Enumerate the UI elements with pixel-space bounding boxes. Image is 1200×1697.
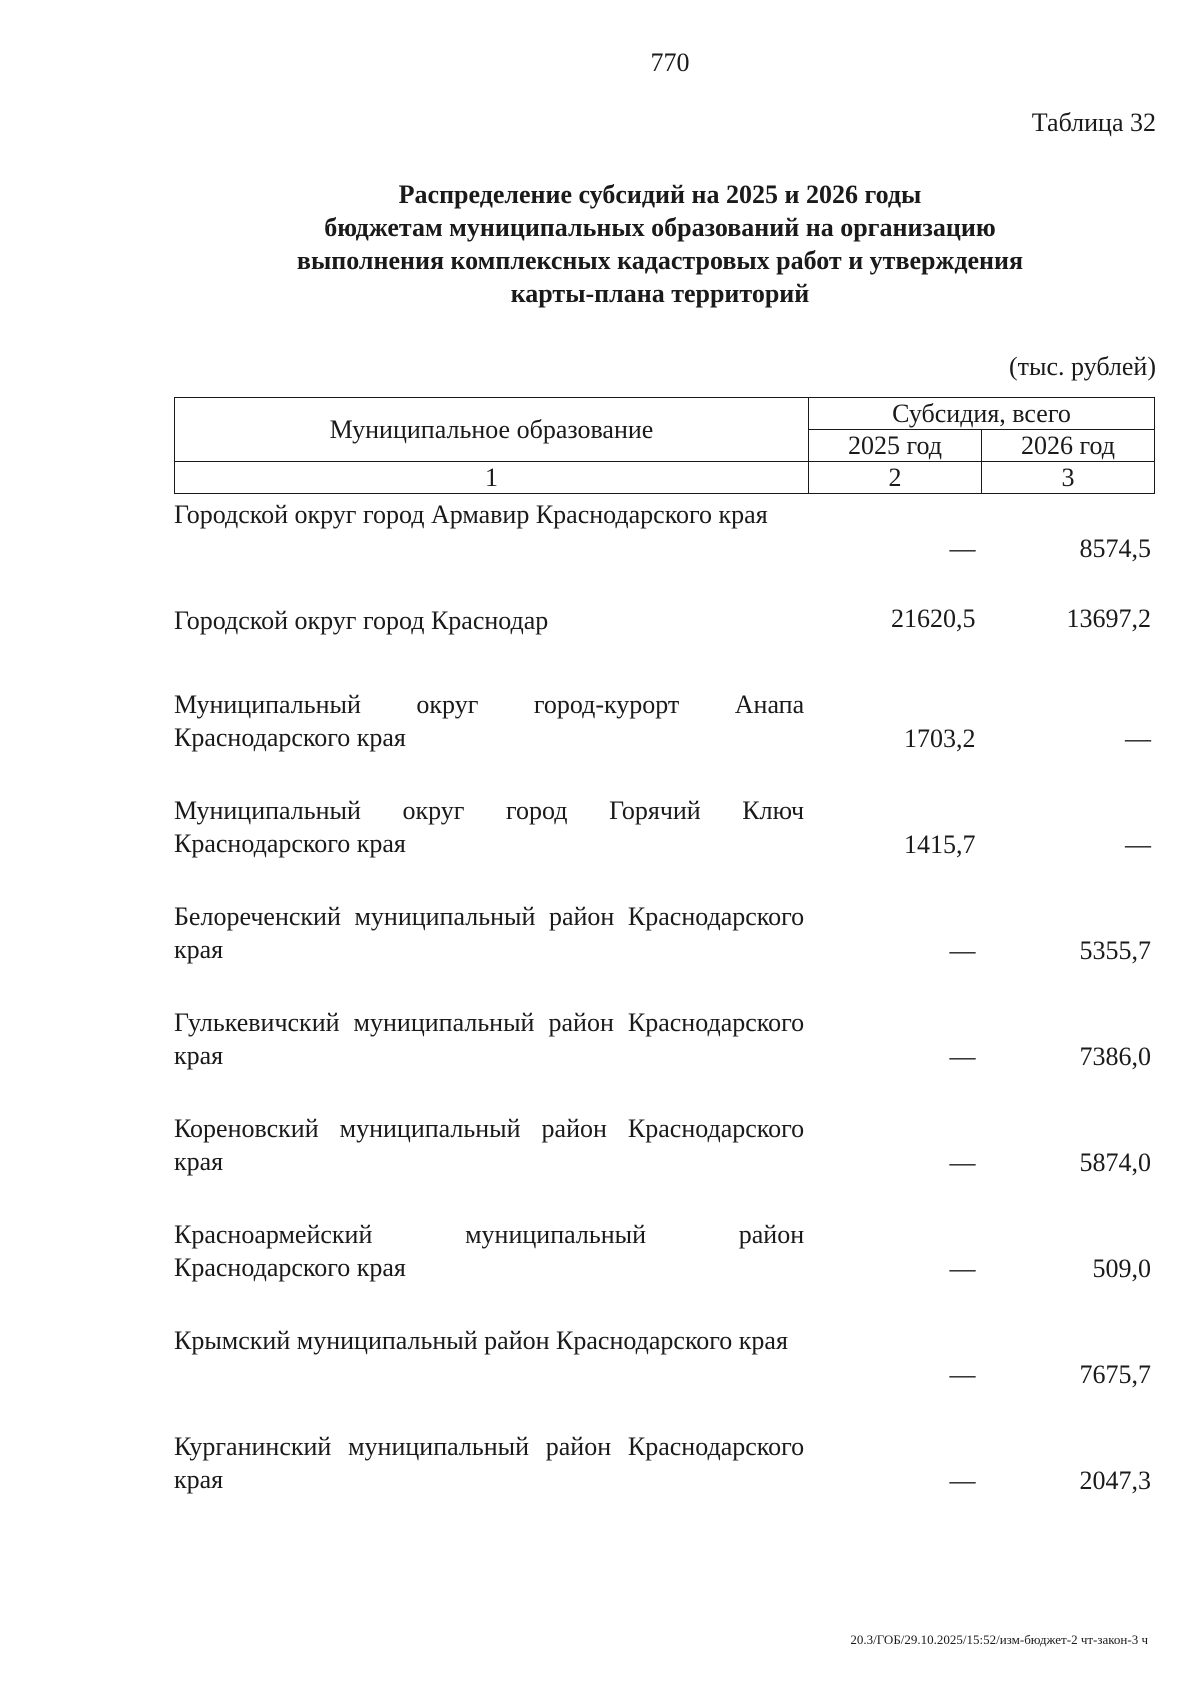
footer-document-code: 20.3/ГОБ/29.10.2025/15:52/изм-бюджет-2 чт-закон-3 ч <box>850 1632 1148 1647</box>
value-2025: — <box>949 1466 976 1495</box>
value-2025: 1703,2 <box>904 724 976 753</box>
header-subsidy-total: Субсидия, всего <box>809 398 1155 430</box>
table-label: Таблица 32 <box>1031 108 1156 137</box>
title-line: карты-плана территорий <box>510 279 810 308</box>
value-2025: — <box>949 1042 976 1071</box>
municipality-name: Белореченский муниципальный район Краснодарского края <box>174 902 805 964</box>
document-title <box>160 178 1160 310</box>
value-2025: — <box>949 1254 976 1283</box>
value-2026: 509,0 <box>1092 1254 1151 1283</box>
column-number-2: 2 <box>809 462 982 494</box>
municipality-name: Крымский муниципальный район Краснодарского края <box>174 1326 788 1355</box>
value-2025: — <box>949 1148 976 1177</box>
municipality-name: Красноармейский муниципальный район Краснодарского края <box>174 1220 805 1282</box>
table-row <box>174 1006 1155 1112</box>
table-row <box>174 1324 1155 1430</box>
title-line: Распределение субсидий на 2025 и 2026 годы <box>398 180 922 209</box>
table-row <box>174 900 1155 1006</box>
table-row <box>174 688 1155 794</box>
value-2025: — <box>949 534 976 563</box>
municipality-name: Курганинский муниципальный район Краснодарского края <box>174 1432 805 1494</box>
value-2025: — <box>949 1360 976 1389</box>
table-header <box>174 397 1155 494</box>
municipality-name: Гулькевичский муниципальный район Краснодарского края <box>174 1008 805 1070</box>
table-row <box>174 1218 1155 1324</box>
value-2026: 5355,7 <box>1079 936 1151 965</box>
value-2026: 7386,0 <box>1079 1042 1151 1071</box>
value-2026: 13697,2 <box>1066 604 1151 633</box>
value-2025: 21620,5 <box>891 604 976 633</box>
value-2026: 8574,5 <box>1079 534 1151 563</box>
value-2026: 5874,0 <box>1079 1148 1151 1177</box>
table-row <box>174 1112 1155 1218</box>
title-line: бюджетам муниципальных образований на организацию <box>324 213 996 242</box>
title-line: выполнения комплексных кадастровых работ и утверждения <box>296 246 1024 275</box>
page-number: 770 <box>650 48 690 77</box>
value-2026: 7675,7 <box>1079 1360 1151 1389</box>
header-year-2025: 2025 год <box>809 430 982 462</box>
table-row <box>174 794 1155 900</box>
column-number-3: 3 <box>982 462 1155 494</box>
column-number-1: 1 <box>175 462 809 494</box>
municipality-name: Городской округ город Армавир Краснодарского края <box>174 500 768 529</box>
units-label: (тыс. рублей) <box>1008 352 1156 381</box>
table-body <box>174 498 1155 1536</box>
table-row <box>174 604 1155 688</box>
header-year-2026: 2026 год <box>982 430 1155 462</box>
municipality-name: Кореновский муниципальный район Краснодарского края <box>174 1114 805 1176</box>
municipality-name: Городской округ город Краснодар <box>174 606 549 635</box>
value-2026: 2047,3 <box>1079 1466 1151 1495</box>
value-2025: — <box>949 936 976 965</box>
value-2026: — <box>1125 724 1151 753</box>
municipality-name: Муниципальный округ город Горячий Ключ Краснодарского края <box>174 796 805 858</box>
table-row <box>174 1430 1155 1536</box>
value-2025: 1415,7 <box>904 830 976 859</box>
value-2026: — <box>1125 830 1151 859</box>
municipality-name: Муниципальный округ город-курорт Анапа Краснодарского края <box>174 690 805 752</box>
header-municipality: Муниципальное образование <box>175 398 809 462</box>
table-row <box>174 498 1155 604</box>
